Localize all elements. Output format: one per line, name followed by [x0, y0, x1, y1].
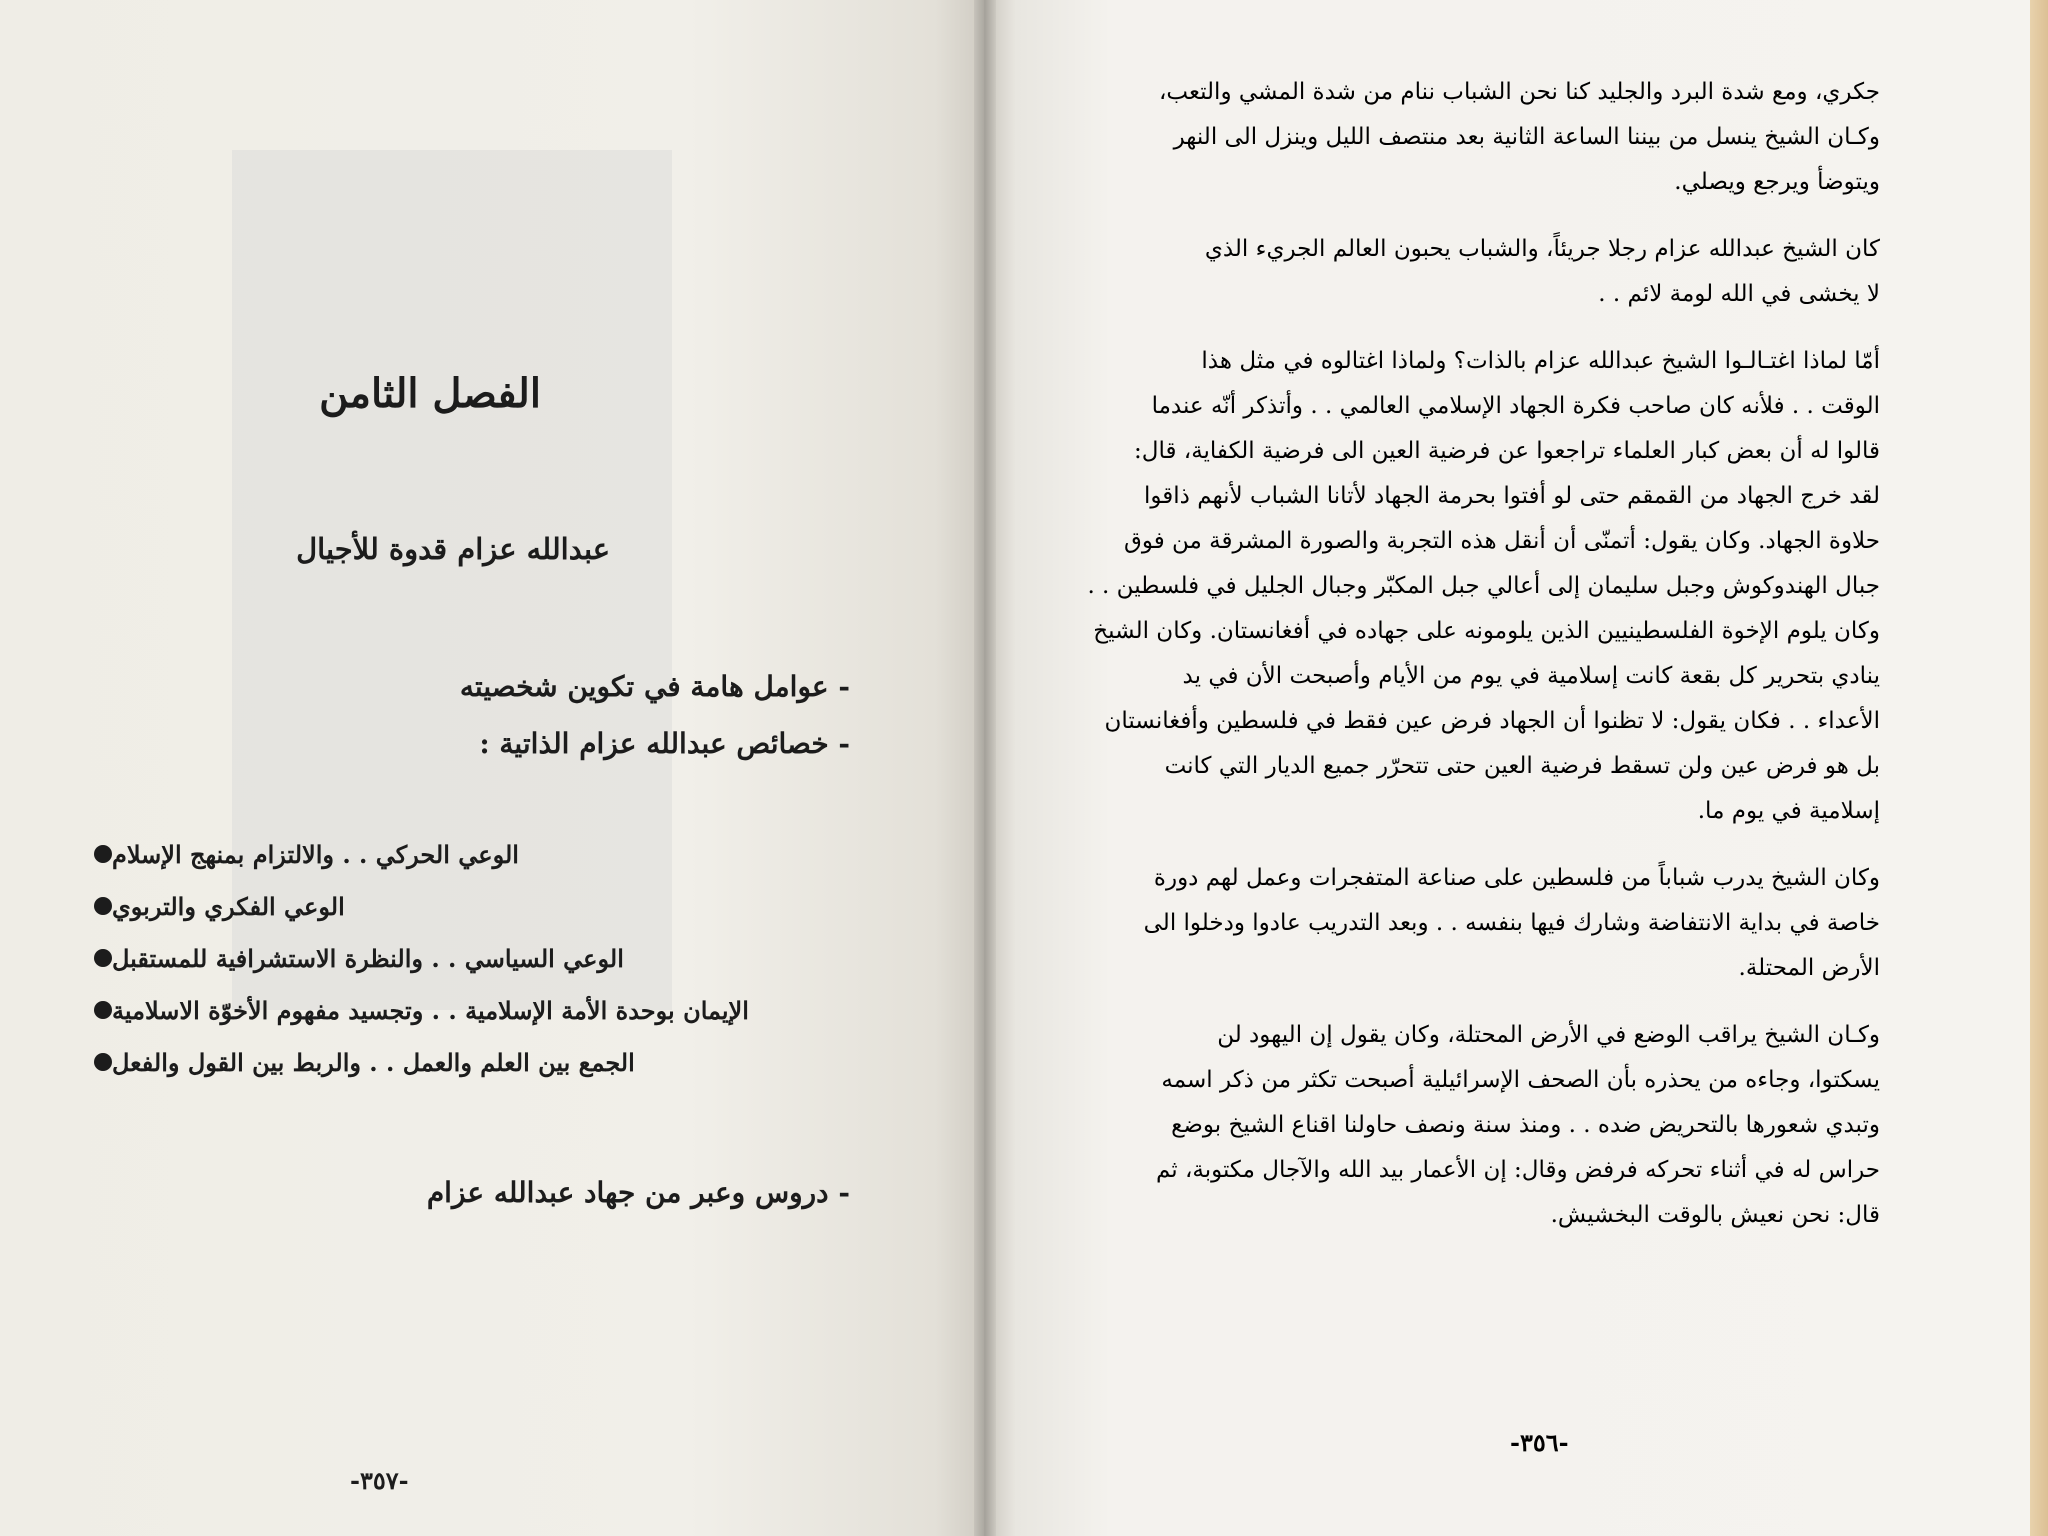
list-item: [80, 932, 780, 984]
list-item-text: الجمع بين العلم والعمل . . والربط بين القول والفعل: [112, 1047, 635, 1077]
bullet-icon: [94, 845, 112, 863]
text-line: الوقت . . فلأنه كان صاحب فكرة الجهاد الإسلامي العالمي . . وأتذكر أنّه عندما: [1151, 393, 1880, 419]
text-line: أمّا لماذا اغتـالـوا الشيخ عبدالله عزام بالذات؟ ولماذا اغتالوه في مثل هذا: [1201, 348, 1880, 374]
page-number-left: -٣٥٧-: [350, 1466, 409, 1495]
text-line: كان الشيخ عبدالله عزام رجلا جريئاً، والشباب يحبون العالم الجريء الذي: [1204, 236, 1880, 262]
text-line: وكـان الشيخ يراقب الوضع في الأرض المحتلة، وكان يقول إن اليهود لن: [1217, 1022, 1880, 1048]
list-item-text: الوعي الفكري والتربوي: [112, 891, 345, 921]
text-line: وتبدي شعورها بالتحريض ضده . . ومنذ سنة ونصف حاولنا اقناع الشيخ بوضع: [1171, 1112, 1880, 1138]
text-line: وكـان الشيخ ينسل من بيننا الساعة الثانية بعد منتصف الليل وينزل الى النهر: [1173, 124, 1880, 150]
text-line: حراس له في أثناء تحركه فرفض وقال: إن الأعمار بيد الله والآجال مكتوبة، ثم: [1155, 1157, 1880, 1183]
paragraph: [1080, 856, 1880, 991]
paragraph: [1080, 70, 1880, 205]
list-item: [80, 1036, 780, 1088]
section-heading-traits: - خصائص عبدالله عزام الذاتية :: [479, 727, 850, 760]
left-page: [0, 0, 984, 1536]
text-line: ينادي بتحرير كل بقعة كانت إسلامية في يوم من الأيام وأصبحت الأن في يد: [1182, 663, 1880, 689]
text-line: وكان يلوم الإخوة الفلسطينيين الذين يلومونه على جهاده في أفغانستان. وكان الشيخ: [1093, 618, 1880, 644]
text-line: الأرض المحتلة.: [1738, 955, 1880, 981]
text-line: قالوا له أن بعض كبار العلماء تراجعوا عن فرضية العين الى فرضية الكفاية، قال:: [1134, 438, 1880, 464]
text-line: قال: نحن نعيش بالوقت البخشيش.: [1550, 1202, 1880, 1228]
list-item: [80, 880, 780, 932]
list-item-text: الإيمان بوحدة الأمة الإسلامية . . وتجسيد مفهوم الأخوّة الاسلامية: [112, 995, 749, 1025]
paragraph: [1080, 1013, 1880, 1238]
list-item-text: الوعي الحركي . . والالتزام بمنهج الإسلام: [112, 839, 519, 869]
text-line: جكري، ومع شدة البرد والجليد كنا نحن الشباب ننام من شدة المشي والتعب،: [1159, 79, 1880, 105]
paragraph: [1080, 227, 1880, 317]
chapter-subtitle: عبدالله عزام قدوة للأجيال: [296, 532, 610, 566]
text-line: وكان الشيخ يدرب شباباً من فلسطين على صناعة المتفجرات وعمل لهم دورة: [1153, 865, 1880, 891]
traits-bullet-list: [80, 828, 780, 1088]
body-text: [1080, 70, 1880, 1260]
text-line: حلاوة الجهاد. وكان يقول: أتمنّى أن أنقل هذه التجربة والصورة المشرقة من فوق: [1123, 528, 1880, 554]
text-line: بل هو فرض عين ولن تسقط فرضية العين حتى تتحرّر جميع الديار التي كانت: [1164, 753, 1880, 779]
book-spine-gutter: [974, 0, 996, 1536]
text-line: جبال الهندوكوش وجبل سليمان إلى أعالي جبل المكبّر وجبال الجليل في فلسطين . .: [1087, 573, 1880, 599]
text-line: لا يخشى في الله لومة لائم . .: [1598, 281, 1880, 307]
list-item: [80, 984, 780, 1036]
text-line: ويتوضأ ويرجع ويصلي.: [1674, 169, 1880, 195]
section-heading-factors: - عوامل هامة في تكوين شخصيته: [459, 670, 850, 703]
bullet-icon: [94, 897, 112, 915]
text-line: إسلامية في يوم ما.: [1697, 798, 1880, 824]
table-edge-right: [2030, 0, 2048, 1536]
text-line: خاصة في بداية الانتفاضة وشارك فيها بنفسه . . وبعد التدريب عادوا ودخلوا الى: [1143, 910, 1880, 936]
page-number-right: -٣٥٦-: [1510, 1428, 1569, 1457]
bullet-icon: [94, 1053, 112, 1071]
text-line: يسكتوا، وجاءه من يحذره بأن الصحف الإسرائيلية أصبحت تكثر من ذكر اسمه: [1161, 1067, 1880, 1093]
bullet-icon: [94, 949, 112, 967]
section-heading-lessons: - دروس وعبر من جهاد عبدالله عزام: [426, 1176, 850, 1209]
bullet-icon: [94, 1001, 112, 1019]
chapter-title: الفصل الثامن: [319, 370, 541, 417]
text-line: الأعداء . . فكان يقول: لا تظنوا أن الجهاد فرض عين فقط في فلسطين وأفغانستان: [1104, 708, 1880, 734]
list-item: [80, 828, 780, 880]
list-item-text: الوعي السياسي . . والنظرة الاستشرافية للمستقبل: [112, 943, 624, 973]
text-line: لقد خرج الجهاد من القمقم حتى لو أفتوا بحرمة الجهاد لأتانا الشباب لأنهم ذاقوا: [1144, 483, 1880, 509]
paragraph: [1080, 339, 1880, 834]
